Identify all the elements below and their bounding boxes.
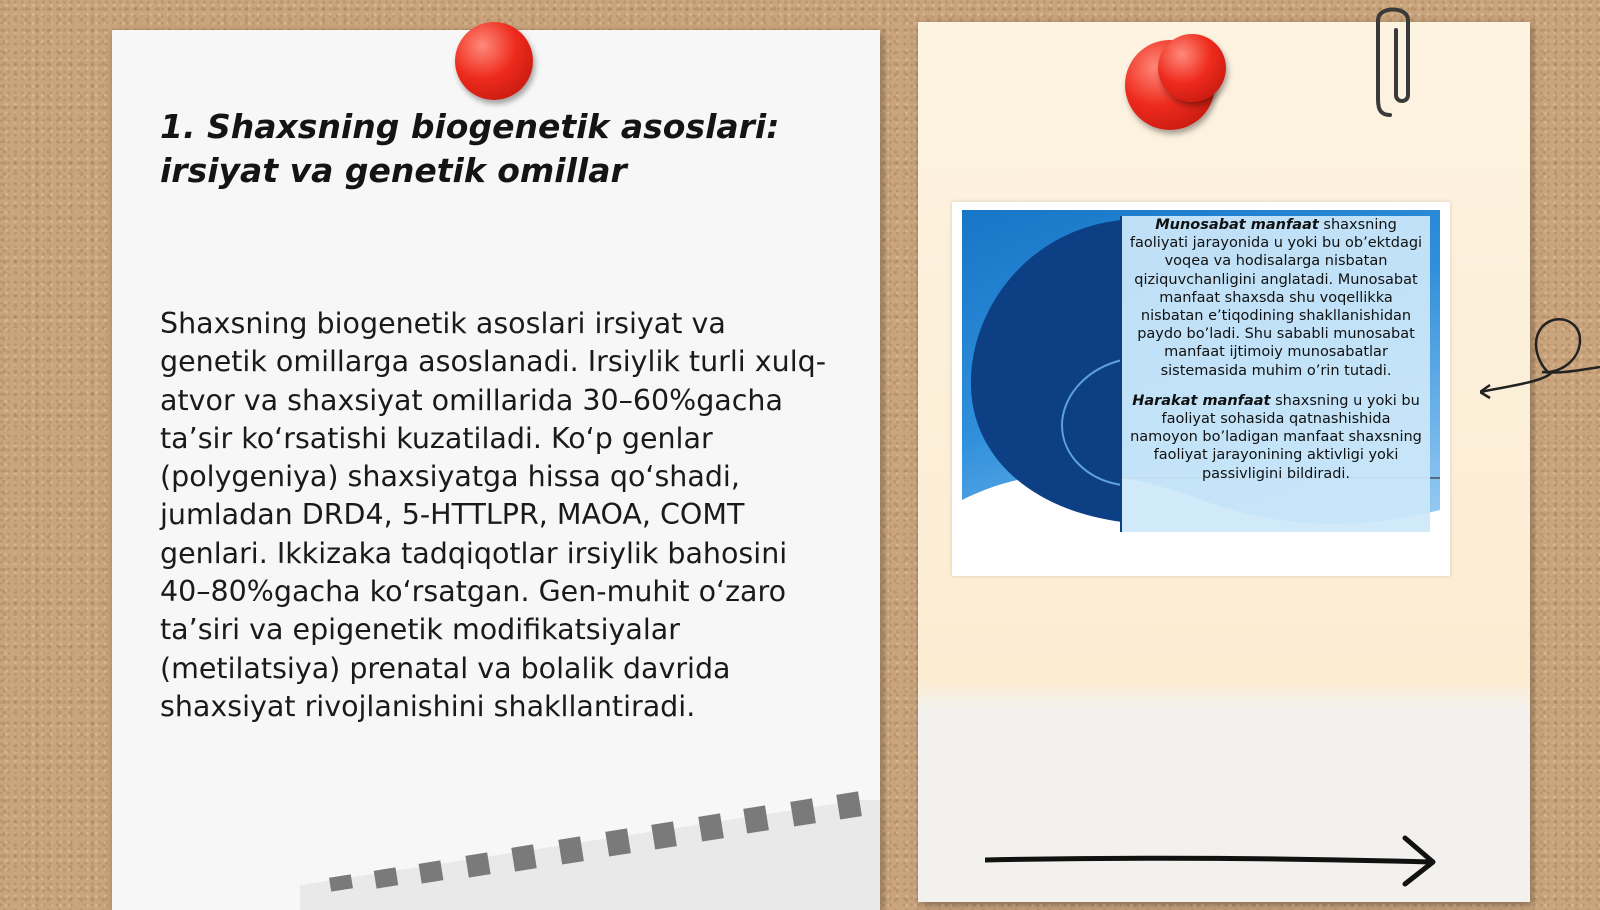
torn-paper-strip bbox=[300, 790, 880, 910]
pushpin-head-icon bbox=[1158, 34, 1226, 102]
pushpin-icon bbox=[455, 22, 533, 100]
slide-paragraph-1-text: shaxsning faoliyati jarayonida u yoki bu ob’ektdagi voqea va hodisalarga nisbatan qiziquvchanligini anglatadi. Munosabat manfaat shaxsda shu voqellikka nisbatan e’tiqodining shakllanishidan paydo bo’ladi. Shu sababli munosabat manfaat ijtimoiy munosabatlar sistemasida muhim o’rin tutadi. bbox=[1129, 217, 1423, 379]
title-line-2: irsiyat va genetik omillar bbox=[160, 151, 627, 190]
slide-image bbox=[962, 210, 1440, 542]
slide-term-2: Harakat manfaat bbox=[1132, 392, 1271, 409]
slide-paragraph-2-text: shaxsning u yoki bu faoliyat sohasida qatnashishida namoyon bo’ladigan manfaat shaxsning faoliyat jarayonining aktivligi yoki passivligini bildiradi. bbox=[1130, 392, 1422, 482]
slide-paragraph-1 bbox=[1126, 216, 1426, 380]
card-title bbox=[160, 105, 820, 193]
paperclip-icon bbox=[1370, 0, 1420, 125]
slide-term-1: Munosabat manfaat bbox=[1155, 217, 1319, 233]
slide-paragraph-2 bbox=[1126, 392, 1426, 483]
arrow-right-icon bbox=[985, 832, 1445, 892]
slide-text-box bbox=[1120, 216, 1430, 532]
title-line-1: 1. Shaxsning biogenetik asoslari: bbox=[160, 107, 780, 146]
string-curl-icon bbox=[1480, 312, 1600, 402]
card-body-text: Shaxsning biogenetik asoslari irsiyat va genetik omillarga asoslanadi. Irsiylik turli xulq-atvor va shaxsiyat omillarida 30–60%gacha ta’sir ko‘rsatishi kuzatiladi. Ko‘p genlar (polygeniya) shaxsiyatga hissa qo‘shadi, jumladan DRD4, 5-HTTLPR, MAOA, COMT genlari. Ikkizaka tadqiqotlar irsiylik bahosini 40–80%gacha ko‘rsatgan. Gen-muhit o‘zaro ta’siri va epigenetik modifikatsiyalar (metilatsiya) prenatal va bolalik davrida shaxsiyat rivojlanishini shakllantiradi. bbox=[160, 307, 826, 723]
